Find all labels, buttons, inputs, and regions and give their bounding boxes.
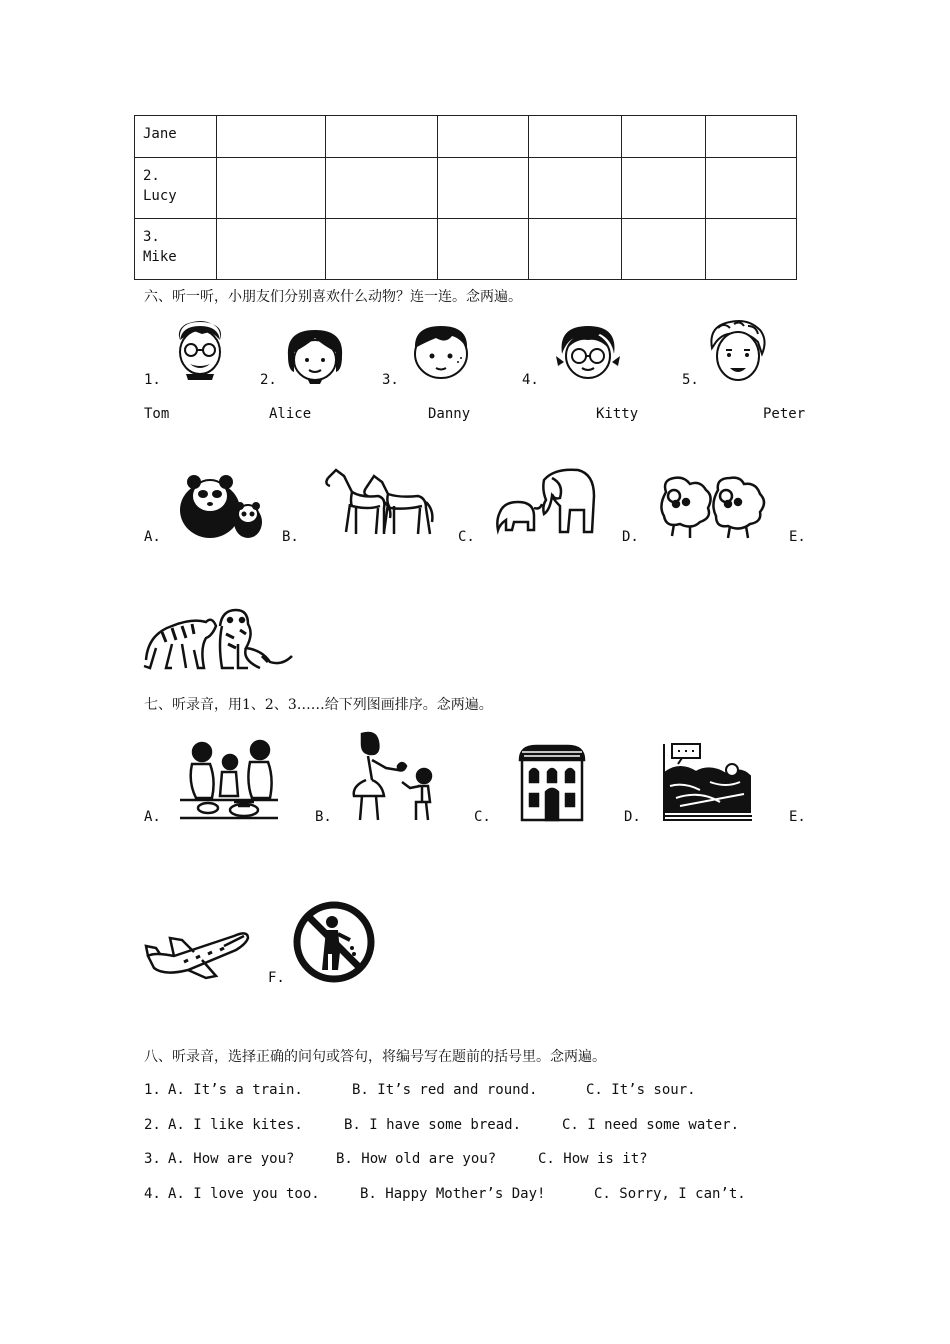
question-number: 2.: [144, 1117, 161, 1133]
animal-letter: A.: [144, 529, 161, 545]
answer-cell[interactable]: [438, 158, 529, 219]
picture-letter: D.: [624, 809, 641, 825]
girl-face-icon: [284, 326, 346, 384]
option-b: B. It’s red and round.: [352, 1082, 538, 1098]
option-c: C. It’s sour.: [586, 1082, 696, 1098]
house-icon: [516, 742, 588, 822]
section7-heading: 七、听录音，用1、2、3……给下列图画排序。念两遍。: [144, 697, 493, 713]
question-number: 4.: [144, 1186, 161, 1202]
option-b: B. How old are you?: [336, 1151, 497, 1167]
picture-letter: F.: [268, 970, 285, 986]
kid-name: Peter: [763, 406, 806, 422]
answer-cell[interactable]: [622, 158, 706, 219]
kid-number: 2.: [260, 372, 277, 388]
animal-letter: E.: [789, 529, 806, 545]
answer-cell[interactable]: [217, 158, 326, 219]
section8-heading: 八、听录音，选择正确的问句或答句，将编号写在题前的括号里。念两遍。: [144, 1049, 606, 1065]
sheep-icon: [656, 474, 770, 542]
option-c: C. I need some water.: [562, 1117, 740, 1133]
answer-cell[interactable]: [622, 219, 706, 280]
kid-number: 5.: [682, 372, 699, 388]
option-a: A. It’s a train.: [168, 1082, 303, 1098]
option-c: C. How is it?: [538, 1151, 648, 1167]
section6-heading: 六、听一听，小朋友们分别喜欢什么动物？连一连。念两遍。: [144, 289, 522, 305]
option-c: C. Sorry, I can’t.: [594, 1186, 746, 1202]
no-littering-icon: [292, 900, 376, 984]
option-b: B. I have some bread.: [344, 1117, 522, 1133]
litter-scene-icon: [660, 742, 754, 822]
girl-glasses-face-icon: [552, 320, 624, 382]
elephant-icon: [494, 466, 598, 536]
airplane-icon: [144, 924, 250, 980]
tiger-icon: [142, 604, 294, 676]
row-label-mike: [135, 219, 217, 280]
kid-name: Alice: [269, 406, 312, 422]
picture-letter: E.: [789, 809, 806, 825]
answer-cell[interactable]: [529, 158, 622, 219]
panda-icon: [176, 474, 266, 540]
kid-name: Danny: [428, 406, 471, 422]
table-row: [135, 116, 797, 158]
kid-number: 1.: [144, 372, 161, 388]
answer-cell[interactable]: [326, 116, 438, 158]
question-number: 1.: [144, 1082, 161, 1098]
answer-cell[interactable]: [217, 116, 326, 158]
animal-letter: D.: [622, 529, 639, 545]
answer-cell[interactable]: [326, 219, 438, 280]
animal-letter: C.: [458, 529, 475, 545]
answer-cell[interactable]: [438, 219, 529, 280]
answer-cell[interactable]: [622, 116, 706, 158]
kid-name: Kitty: [596, 406, 639, 422]
animal-letter: B.: [282, 529, 299, 545]
family-picnic-icon: [178, 738, 282, 822]
question-number: 3.: [144, 1151, 161, 1167]
row-label-jane: [135, 116, 217, 158]
answer-cell[interactable]: [529, 219, 622, 280]
option-a: A. I like kites.: [168, 1117, 303, 1133]
answer-table: [134, 115, 797, 280]
kid-number: 4.: [522, 372, 539, 388]
option-a: A. I love you too.: [168, 1186, 320, 1202]
mother-child-icon: [346, 730, 438, 824]
answer-cell[interactable]: [706, 158, 797, 219]
table-row: [135, 219, 797, 280]
kid-name: Tom: [144, 406, 170, 422]
boy-glasses-face-icon: [172, 318, 228, 380]
answer-cell[interactable]: [438, 116, 529, 158]
row-label-text: 2. Lucy: [143, 168, 177, 204]
picture-letter: C.: [474, 809, 491, 825]
horse-icon: [322, 468, 438, 538]
table-row: [135, 158, 797, 219]
answer-cell[interactable]: [217, 219, 326, 280]
boy-curly-face-icon: [704, 318, 770, 384]
boy-face-icon: [408, 320, 474, 382]
answer-cell[interactable]: [529, 116, 622, 158]
kid-number: 3.: [382, 372, 399, 388]
option-b: B. Happy Mother’s Day!: [360, 1186, 546, 1202]
picture-letter: B.: [315, 809, 332, 825]
picture-letter: A.: [144, 809, 161, 825]
answer-cell[interactable]: [326, 158, 438, 219]
row-label-lucy: [135, 158, 217, 219]
row-label-text: Jane: [143, 126, 177, 142]
answer-cell[interactable]: [706, 219, 797, 280]
answer-cell[interactable]: [706, 116, 797, 158]
option-a: A. How are you?: [168, 1151, 295, 1167]
row-label-text: 3. Mike: [143, 229, 177, 265]
